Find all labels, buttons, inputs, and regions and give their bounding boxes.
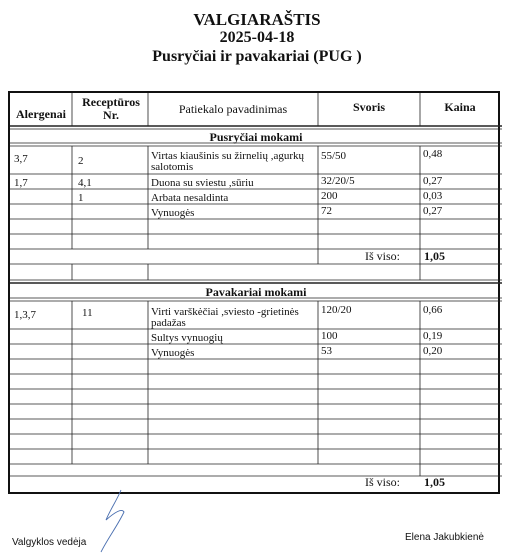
cell-price: 0,48 (423, 148, 443, 160)
cell-allergens: 1,3,7 (14, 309, 36, 321)
cell-weight: 53 (321, 345, 332, 357)
cell-dish: Vynuogės (151, 207, 195, 219)
cell-weight: 32/20/5 (321, 175, 355, 187)
cell-dish: Duona su sviestu ,sūriu (151, 177, 254, 189)
cell-price: 0,20 (423, 345, 443, 357)
snack-total-label: Iš viso: (365, 475, 401, 489)
section-title-breakfast: Pusryčiai mokami (209, 130, 303, 144)
cell-allergens: 3,7 (14, 153, 28, 165)
footer-position-label: Valgyklos vedėja (12, 537, 87, 548)
cell-recipe-no: 2 (78, 155, 84, 167)
cell-dish: Arbata nesaldinta (151, 192, 229, 204)
document-title: VALGIARAŠTIS (193, 10, 321, 29)
cell-weight: 100 (321, 330, 338, 342)
breakfast-total-value: 1,05 (424, 249, 445, 263)
cell-dish: Virtas kiaušinis su žirnelių ,agurkų salotomis (151, 150, 305, 173)
col-header-dish-name: Patiekalo pavadinimas (178, 102, 288, 116)
cell-weight: 72 (321, 205, 332, 217)
cell-recipe-no: 1 (78, 192, 84, 204)
cell-price: 0,66 (423, 304, 443, 316)
section-title-snack: Pavakariai mokami (205, 285, 307, 299)
cell-weight: 120/20 (321, 304, 352, 316)
col-header-recipe-no: Receptūros Nr. (82, 95, 140, 122)
cell-price: 0,19 (423, 330, 443, 342)
cell-price: 0,27 (423, 205, 443, 217)
cell-dish: Virti varškėčiai ,sviesto -grietinės padažas (151, 306, 299, 329)
snack-total-value: 1,05 (424, 475, 445, 489)
footer-signatory-name: Elena Jakubkienė (405, 532, 484, 543)
cell-allergens: 1,7 (14, 177, 28, 189)
breakfast-total-label: Iš viso: (365, 249, 401, 263)
cell-recipe-no: 11 (82, 307, 93, 319)
menu-table (8, 91, 500, 494)
cell-price: 0,03 (423, 190, 443, 202)
document-subtitle: Pusryčiai ir pavakariai (PUG ) (152, 48, 362, 65)
col-header-weight: Svoris (352, 100, 385, 114)
col-header-price: Kaina (444, 100, 476, 114)
cell-weight: 55/50 (321, 150, 347, 162)
cell-recipe-no: 4,1 (78, 177, 92, 189)
cell-dish: Vynuogės (151, 347, 195, 359)
document-date: 2025-04-18 (219, 29, 295, 46)
cell-dish: Sultys vynuogių (151, 332, 223, 344)
cell-weight: 200 (321, 190, 338, 202)
cell-price: 0,27 (423, 175, 443, 187)
col-header-allergens: Alergenai (16, 107, 66, 121)
